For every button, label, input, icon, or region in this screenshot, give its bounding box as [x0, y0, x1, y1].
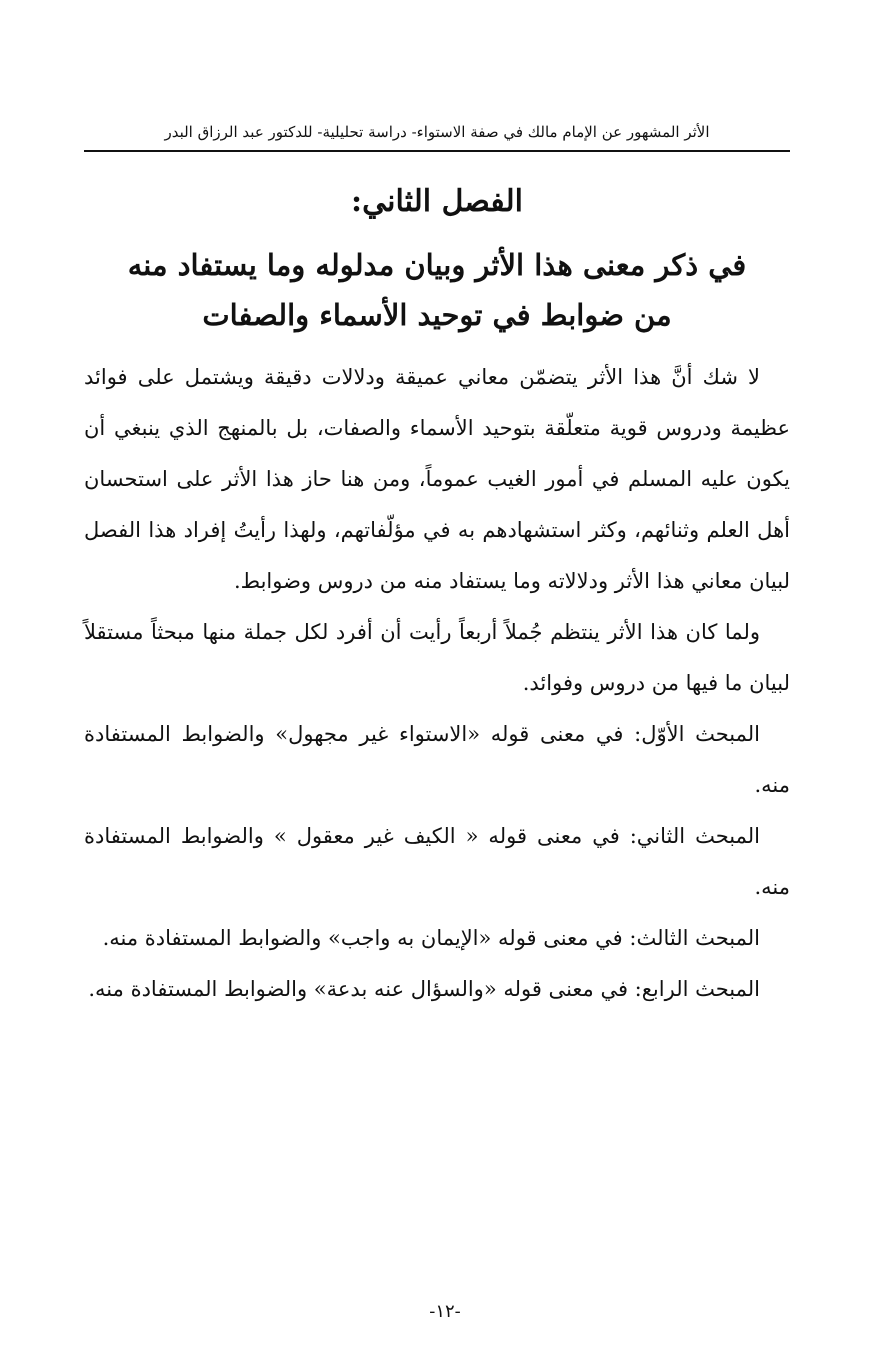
running-header: الأثر المشهور عن الإمام مالك في صفة الاستواء- دراسة تحليلية- للدكتور عبد الرزاق البدر [164, 123, 710, 141]
chapter-title-line-2: من ضوابط في توحيد الأسماء والصفات [202, 298, 672, 332]
section-item-3: المبحث الثالث: في معنى قوله «الإيمان به واجب» والضوابط المستفادة منه. [102, 926, 760, 950]
page-number: -١٢- [429, 1301, 461, 1322]
chapter-title [84, 240, 790, 340]
section-item-1: المبحث الأوّل: في معنى قوله «الاستواء غير مجهول» والضوابط المستفادة منه. [84, 722, 790, 797]
section-item-4: المبحث الرابع: في معنى قوله «والسؤال عنه بدعة» والضوابط المستفادة منه. [88, 977, 760, 1001]
section-item-2: المبحث الثاني: في معنى قوله « الكيف غير معقول » والضوابط المستفادة منه. [84, 824, 790, 899]
body-text [84, 352, 790, 1015]
chapter-label: الفصل الثاني: [351, 184, 523, 219]
header-divider [84, 150, 790, 152]
chapter-title-line-1: في ذكر معنى هذا الأثر وبيان مدلوله وما يستفاد منه [127, 248, 747, 282]
intro-paragraph: لا شك أنَّ هذا الأثر يتضمّن معاني عميقة ودلالات دقيقة ويشتمل على فوائد عظيمة ودروس قوية متعلّقة بتوحيد الأسماء والصفات، بل بالمنهج الذي ينبغي أن يكون عليه المسلم في أمور الغيب عموماً، ومن هنا حاز هذا الأثر على استحسان أهل العلم وثنائهم، وكثر استشهادهم به في مؤلّفاتهم، ولهذا رأيتُ إفراد هذا الفصل لبيان معاني هذا الأثر ودلالاته وما يستفاد منه من دروس وضوابط. [84, 365, 790, 593]
plan-paragraph: ولما كان هذا الأثر ينتظم جُملاً أربعاً رأيت أن أفرد لكل جملة منها مبحثاً مستقلاً لبيان ما فيها من دروس وفوائد. [84, 620, 790, 695]
